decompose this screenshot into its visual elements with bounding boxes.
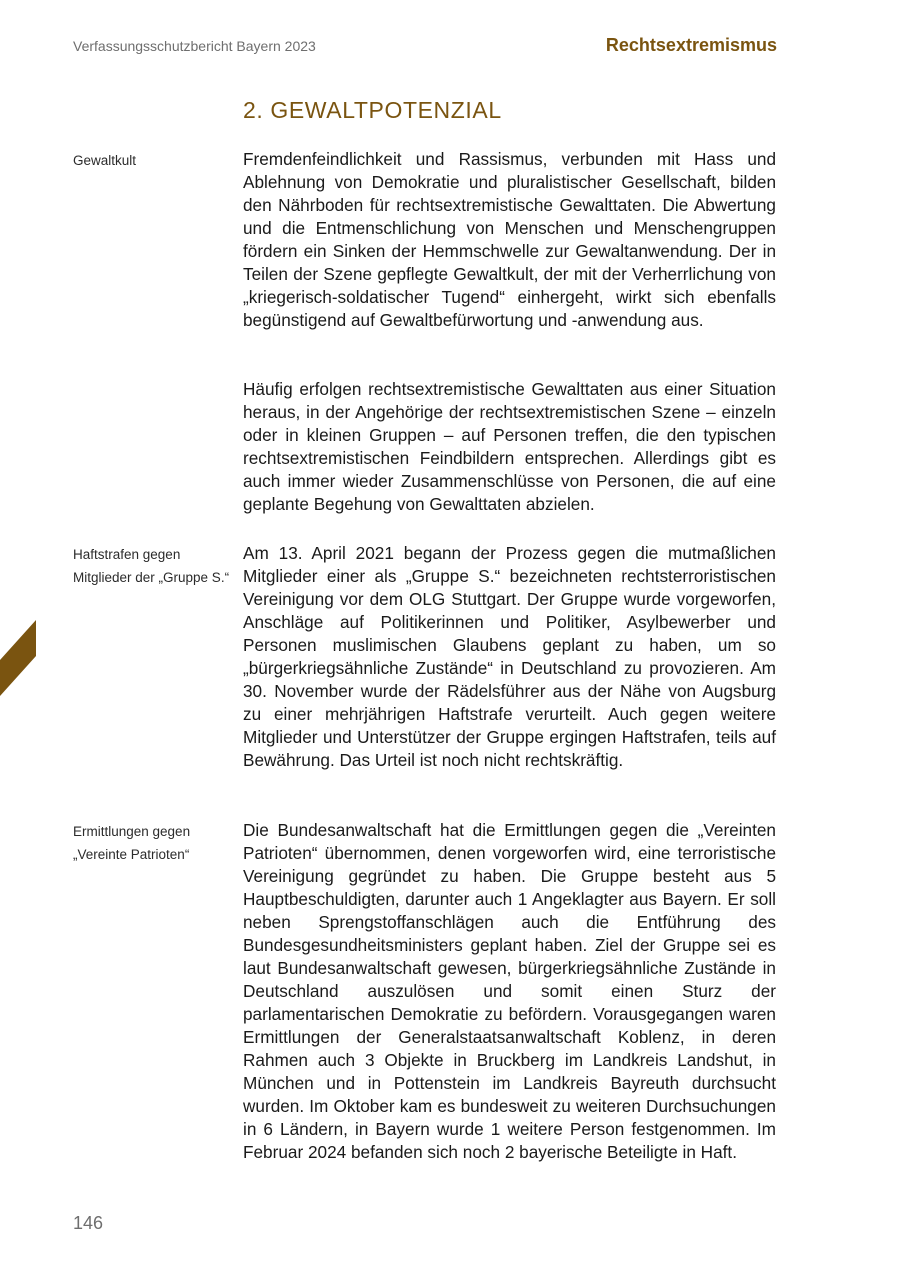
- paragraph-gewaltkult-2: Häufig erfolgen rechtsextremistische Gewalttaten aus einer Situation heraus, in der Angehörige der rechtsextremistischen Szene – einzeln oder in kleinen Gruppen – auf Personen treffen, die den typischen rechtsextremistischen Feindbildern entsprechen. Allerdings gibt es auch immer wieder Zusammenschlüsse von Personen, die auf eine geplante Begehung von Gewalttaten abzielen.: [243, 379, 776, 514]
- paragraph-gruppe-s: Am 13. April 2021 begann der Prozess gegen die mutmaßlichen Mitglieder einer als „Gruppe S.“ bezeichneten rechtsterroristischen Vereinigung vor dem OLG Stuttgart. Der Gruppe wurde vorgeworfen, Anschläge auf Politikerinnen und Politiker, Asylbewerber und Personen muslimischen Glaubens geplant zu haben, um so „bürgerkriegsähnliche Zustände“ in Deutschland zu provozieren. Am 30. November wurde der Rädelsführer aus der Nähe von Augsburg zu einer mehrjährigen Haftstrafe verurteilt. Auch gegen weitere Mitglieder und Unterstützer der Gruppe ergingen Haftstrafen, teils auf Bewährung. Das Urteil ist noch nicht rechtskräftig.: [243, 543, 776, 770]
- paragraph-gewaltkult-1: Fremdenfeindlichkeit und Rassismus, verbunden mit Hass und Ablehnung von Demokratie und pluralistischer Gesellschaft, bilden den Nährboden für rechtsextremistische Gewalttaten. Die Abwertung und die Entmenschlichung von Menschen und Menschengruppen fördern ein Sinken der Hemmschwelle zur Gewaltanwendung. Der in Teilen der Szene gepflegte Gewaltkult, der mit der Verherrlichung von „kriegerisch-soldatischer Tugend“ einhergeht, wirkt sich ebenfalls begünstigend auf Gewaltbefürwortung und -anwendung aus.: [243, 149, 776, 330]
- chapter-side-tab: [0, 620, 36, 696]
- page-number: 146: [73, 1213, 104, 1233]
- chapter-title: 2. GEWALTPOTENZIAL: [243, 97, 502, 123]
- margin-note-vereinte-patrioten: Ermittlungen gegen „Vereinte Patrioten“: [73, 824, 191, 862]
- margin-note-gewaltkult: Gewaltkult: [73, 153, 137, 168]
- paragraph-vereinte-patrioten: Die Bundesanwaltschaft hat die Ermittlungen gegen die „Vereinten Patrioten“ übernommen, denen vorgeworfen wird, eine terroristische Vereinigung gegründet zu haben. Die Gruppe besteht aus 5 Hauptbeschuldigten, darunter auch 1 Angeklagter aus Bayern. Er soll neben Sprengstoffanschlägen auch die Entführung des Bundesgesundheitsministers geplant haben. Ziel der Gruppe sei es laut Bundesanwaltschaft gewesen, bürgerkriegsähnliche Zustände in Deutschland auszulösen und somit einen Sturz der parlamentarischen Demokratie zu befördern. Vorausgegangen waren Ermittlungen der Generalstaatsanwaltschaft Koblenz, in deren Rahmen auch 3 Objekte in Bruckberg im Landkreis Landshut, in München und in Pottenstein im Landkreis Bayreuth durchsucht wurden. Im Oktober kam es bundesweit zu weiteren Durchsuchungen in 6 Ländern, in Bayern wurde 1 weitere Person festgenommen. Im Februar 2024 befanden sich noch 2 bayerische Beteiligte in Haft.: [243, 820, 776, 1162]
- running-header-section: Rechtsextremismus: [605, 35, 777, 55]
- margin-note-gruppe-s: Haftstrafen gegen Mitglieder der „Gruppe S.“: [73, 547, 230, 585]
- running-header-title: Verfassungsschutzbericht Bayern 2023: [73, 38, 316, 54]
